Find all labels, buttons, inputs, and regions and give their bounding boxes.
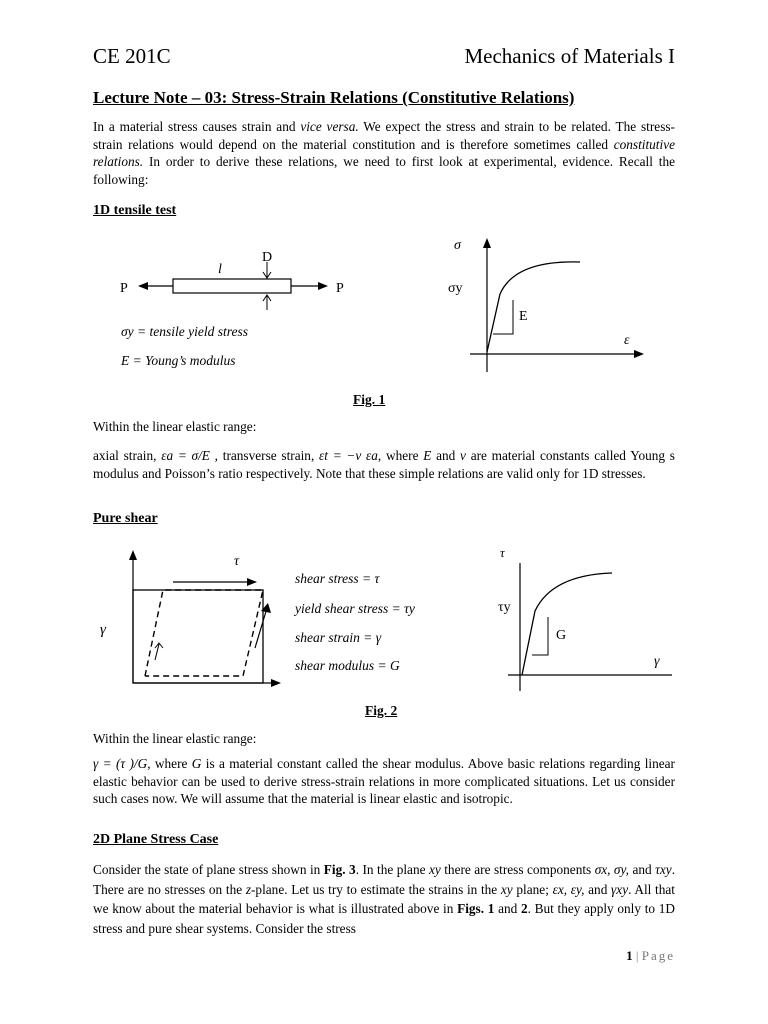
right-arrow — [318, 282, 328, 290]
sigma-y-label: σy — [448, 281, 463, 296]
undeformed-square — [133, 590, 263, 683]
shear-curve — [522, 573, 612, 675]
section-1d-tensile: 1D tensile test — [93, 203, 177, 218]
graph-G-label: G — [556, 628, 567, 643]
fig1-caption: Fig. 1 — [353, 392, 386, 407]
tau-label: τ — [234, 554, 240, 569]
page-footer: 1 | Page — [626, 948, 675, 963]
epsilon-label: ε — [624, 333, 630, 348]
stress-strain-graph — [440, 232, 650, 377]
page-number: 1 — [626, 948, 633, 963]
within-linear-2: Within the linear elastic range: — [93, 731, 257, 746]
course-title: Mechanics of Materials I — [464, 44, 675, 68]
eq-shear-modulus: shear modulus = G — [295, 658, 400, 673]
shear-modulus-paragraph: γ = (τ )/G, where G is a material constant called the shear modulus. Above basic relations regarding linear elastic behavior can be used to derive stress-strain relations in more complicated situations. Let us consider such cases now. We will assume that the material is linear elastic and isotropic. — [93, 756, 675, 807]
graph-tau-y-label: τy — [498, 600, 511, 615]
shear-slope-triangle — [532, 617, 548, 655]
eq-shear-stress: shear stress = τ — [295, 571, 380, 586]
page-label: Page — [641, 948, 675, 963]
D-label: D — [262, 250, 273, 265]
intro-paragraph: In a material stress causes strain and vice versa. We expect the stress and strain to be related. The stress-strain relations would depend on the material constitution and is therefore sometimes called constitutive relations. In order to derive these relations, we need to first look at experimental, evidence. Recall the following: — [93, 119, 675, 187]
graph-tau-label: τ — [500, 545, 505, 560]
section-pure-shear: Pure shear — [93, 511, 158, 526]
course-code: CE 201C — [93, 44, 171, 68]
shear-stress-strain-graph — [490, 545, 675, 695]
stress-curve — [487, 262, 580, 352]
slope-triangle — [493, 300, 513, 334]
eq-shear-strain: shear strain = γ — [295, 630, 382, 645]
lecture-title: Lecture Note – 03: Stress-Strain Relations (Constitutive Relations) — [93, 88, 575, 107]
plane-stress-paragraph: Consider the state of plane stress shown in Fig. 3. In the plane xy there are stress components σx, σy, and τxy. There are no stresses on the z-plane. Let us try to estimate the strains in the xy plane; εx, εy, and γxy. All that we know about the material behavior is what is illustrated above in Figs. 1 and 2. But they apply only to 1D stress and pure shear systems. Consider the stress — [93, 862, 676, 936]
within-linear-1: Within the linear elastic range: — [93, 419, 257, 434]
eq-yield-shear-stress: yield shear stress = τy — [295, 601, 415, 616]
fig2-caption: Fig. 2 — [365, 703, 398, 718]
section-plane-stress: 2D Plane Stress Case — [93, 832, 219, 847]
deformed-square — [145, 590, 263, 676]
P-right-label: P — [336, 281, 344, 296]
E-label: E — [519, 309, 528, 324]
bar — [173, 279, 291, 293]
shear-element-diagram — [95, 548, 285, 693]
eq-youngs-modulus: E = Young’s modulus — [121, 353, 236, 368]
P-left-label: P — [120, 281, 128, 296]
gamma-label: γ — [100, 622, 106, 638]
sigma-label: σ — [454, 238, 461, 253]
l-label: l — [218, 262, 222, 277]
eq-yield-stress: σy = tensile yield stress — [121, 324, 248, 339]
graph-gamma-label: γ — [654, 654, 660, 669]
left-arrow — [138, 282, 148, 290]
tensile-bar-diagram — [100, 240, 360, 330]
axial-strain-paragraph: axial strain, εa = σ/E , transverse strain, εt = −ν εa, where E and ν are material constants called Young s modulus and Poisson’s ratio respectively. Note that these simple relations are valid only for 1D stresses. — [93, 448, 675, 481]
